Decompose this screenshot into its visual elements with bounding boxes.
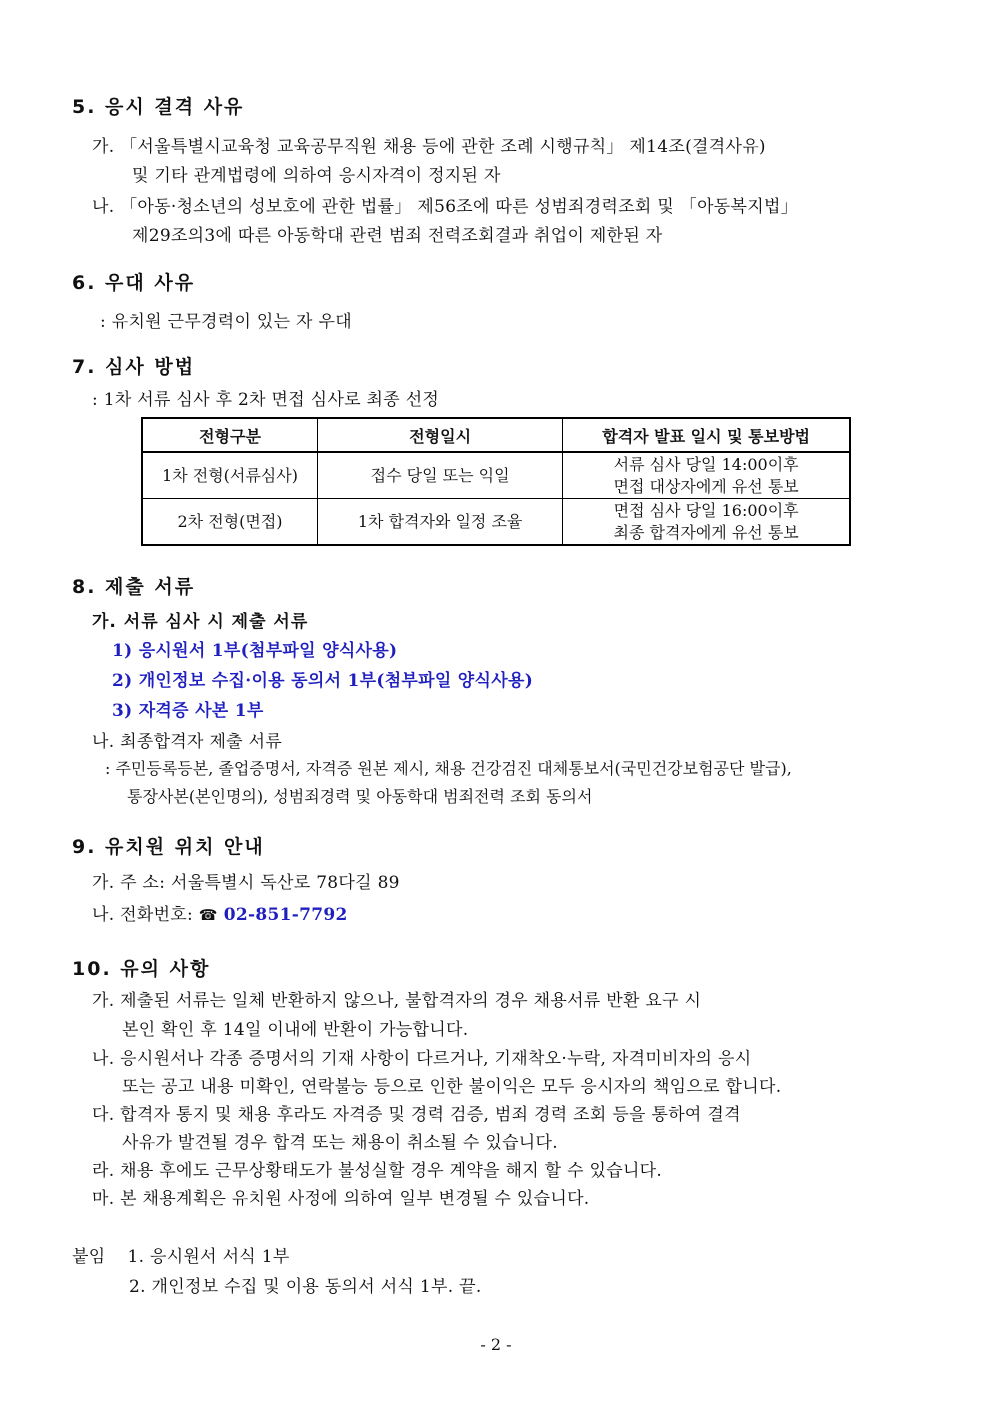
s10-item-na-cont: 또는 공고 내용 미확인, 연락불능 등으로 인한 불이익은 모두 응시자의 책임으로 합니다. (122, 1077, 782, 1097)
s10-item-da-cont: 사유가 발견될 경우 합격 또는 채용이 취소될 수 있습니다. (122, 1133, 558, 1153)
cell-line: 면접 대상자에게 유선 통보 (613, 476, 799, 496)
s8-na-text-cont: 통장사본(본인명의), 성범죄경력 및 아동학대 범죄전력 조회 동의서 (127, 787, 593, 806)
s10-item-da: 다. 합격자 통지 및 채용 후라도 자격증 및 경력 검증, 범죄 경력 조회 등을 통하여 결격 (92, 1105, 741, 1125)
s5-item-ga: 가. 「서울특별시교육청 교육공무직원 채용 등에 관한 조례 시행규칙」 제14조(결격사유) (92, 137, 766, 157)
s10-item-na: 나. 응시원서나 각종 증명서의 기재 사항이 다르거나, 기재착오·누락, 자격미비자의 응시 (92, 1049, 752, 1069)
attachment-label: 붙임 (72, 1247, 106, 1267)
s8-doc-2: 2) 개인정보 수집·이용 동의서 1부(첨부파일 양식사용) (112, 671, 534, 691)
table-header-cell: 합격자 발표 일시 및 통보방법 (563, 418, 850, 452)
s10-item-ra: 라. 채용 후에도 근무상황태도가 불성실할 경우 계약을 해지 할 수 있습니다. (92, 1161, 663, 1181)
table-cell (563, 499, 850, 546)
s8-doc-1: 1) 응시원서 1부(첨부파일 양식사용) (112, 641, 398, 661)
s10-item-ga: 가. 제출된 서류는 일체 반환하지 않으나, 불합격자의 경우 채용서류 반환 요구 시 (92, 991, 702, 1011)
table-cell: 접수 당일 또는 익일 (318, 452, 563, 499)
table-cell: 2차 전형(면접) (142, 499, 318, 546)
s7-text: : 1차 서류 심사 후 2차 면접 심사로 최종 선정 (92, 390, 440, 410)
cell-line: 서류 심사 당일 14:00이후 (613, 454, 799, 474)
s5-item-ga-cont: 및 기타 관계법령에 의하여 응시자격이 정지된 자 (132, 166, 501, 186)
telephone-icon: ☎ (198, 906, 218, 924)
table-header-row (142, 418, 850, 452)
s8-na-text: : 주민등록등본, 졸업증명서, 자격증 원본 제시, 채용 건강검진 대체통보서(국민건강보험공단 발급), (105, 759, 792, 778)
s5-item-na-cont: 제29조의3에 따른 아동학대 관련 범죄 전력조회결과 취업이 제한된 자 (132, 226, 663, 246)
attachment-1 (72, 1242, 290, 1267)
table-header-cell: 전형구분 (142, 418, 318, 452)
table-cell (563, 452, 850, 499)
s8-doc-3: 3) 자격증 사본 1부 (112, 701, 264, 721)
section-6-heading: 6. 우대 사유 (72, 272, 196, 294)
s9-phone-number[interactable]: 02-851-7792 (223, 905, 348, 925)
selection-table (141, 417, 851, 546)
s10-item-ga-cont: 본인 확인 후 14일 이내에 반환이 가능합니다. (122, 1020, 469, 1040)
cell-line: 최종 합격자에게 유선 통보 (613, 522, 799, 542)
s9-phone-label: 나. 전화번호: (92, 905, 194, 925)
table-header-cell: 전형일시 (318, 418, 563, 452)
s6-text: : 유치원 근무경력이 있는 자 우대 (100, 312, 352, 332)
cell-line: 면접 심사 당일 16:00이후 (613, 500, 799, 520)
attachment-item: 1. 응시원서 서식 1부 (127, 1247, 290, 1267)
section-10-heading: 10. 유의 사항 (72, 958, 211, 980)
section-7-heading: 7. 심사 방법 (72, 356, 196, 378)
table-cell: 1차 합격자와 일정 조율 (318, 499, 563, 546)
s9-phone (92, 900, 348, 925)
s8-sub-na: 나. 최종합격자 제출 서류 (92, 732, 283, 752)
table-cell: 1차 전형(서류심사) (142, 452, 318, 499)
attachment-2: 2. 개인정보 수집 및 이용 동의서 서식 1부. 끝. (129, 1277, 482, 1297)
s10-item-ma: 마. 본 채용계획은 유치원 사정에 의하여 일부 변경될 수 있습니다. (92, 1189, 590, 1209)
section-8-heading: 8. 제출 서류 (72, 576, 196, 598)
page-number: - 2 - (480, 1335, 512, 1354)
table-row (142, 499, 850, 546)
s9-address: 가. 주 소: 서울특별시 독산로 78다길 89 (92, 873, 400, 893)
section-9-heading: 9. 유치원 위치 안내 (72, 836, 265, 858)
s8-sub-ga: 가. 서류 심사 시 제출 서류 (92, 612, 309, 632)
s5-item-na: 나. 「아동·청소년의 성보호에 관한 법률」 제56조에 따른 성범죄경력조회 및 「아동복지법」 (92, 197, 798, 217)
section-5-heading: 5. 응시 결격 사유 (72, 96, 245, 118)
table-row (142, 452, 850, 499)
